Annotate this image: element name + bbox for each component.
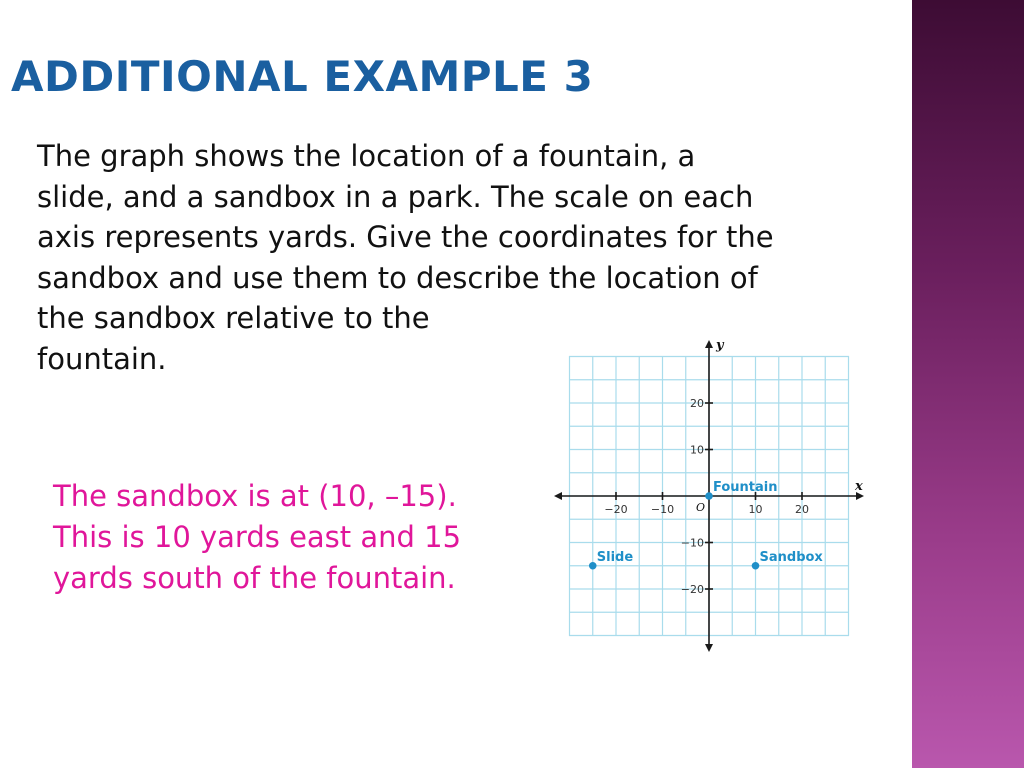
x-axis-arrow-left xyxy=(554,492,562,500)
y-axis-label: y xyxy=(716,338,724,353)
problem-line: The graph shows the location of a fountain, a xyxy=(37,139,696,173)
answer-line: yards south of the fountain. xyxy=(53,561,456,595)
x-axis-label: x xyxy=(855,479,863,494)
point-slide xyxy=(589,562,597,570)
coordinate-graph xyxy=(550,334,890,664)
y-tick-label: 10 xyxy=(690,443,704,457)
answer-text xyxy=(53,476,553,599)
answer-line: This is 10 yards east and 15 xyxy=(53,520,462,554)
point-label-fountain: Fountain xyxy=(713,480,778,495)
y-tick-label: −20 xyxy=(680,583,704,596)
point-label-slide: Slide xyxy=(596,549,634,565)
x-tick-label: −20 xyxy=(604,503,628,516)
y-tick-label: −10 xyxy=(680,536,704,550)
decorative-sidebar xyxy=(912,0,1024,768)
origin-label: O xyxy=(696,501,706,514)
y-axis-arrow-up xyxy=(705,340,713,348)
problem-line: axis represents yards. Give the coordinates for the xyxy=(37,220,774,255)
problem-line: fountain. xyxy=(37,341,167,376)
problem-line: the sandbox relative to the xyxy=(37,301,430,336)
x-tick-label: −10 xyxy=(650,503,675,516)
point-label-sandbox: Sandbox xyxy=(759,549,823,565)
problem-line: slide, and a sandbox in a park. The scale on each xyxy=(37,179,754,214)
x-tick-label: 20 xyxy=(795,503,809,516)
point-sandbox xyxy=(752,562,760,570)
problem-line: sandbox and use them to describe the location of xyxy=(37,260,758,295)
y-tick-label: 20 xyxy=(690,397,704,410)
x-tick-label: 10 xyxy=(748,503,763,516)
y-axis-arrow-down xyxy=(705,644,713,652)
data-points xyxy=(589,480,823,570)
answer-line: The sandbox is at (10, –15). xyxy=(53,479,457,513)
point-fountain xyxy=(705,492,713,500)
slide-title: ADDITIONAL EXAMPLE 3 xyxy=(11,52,594,101)
